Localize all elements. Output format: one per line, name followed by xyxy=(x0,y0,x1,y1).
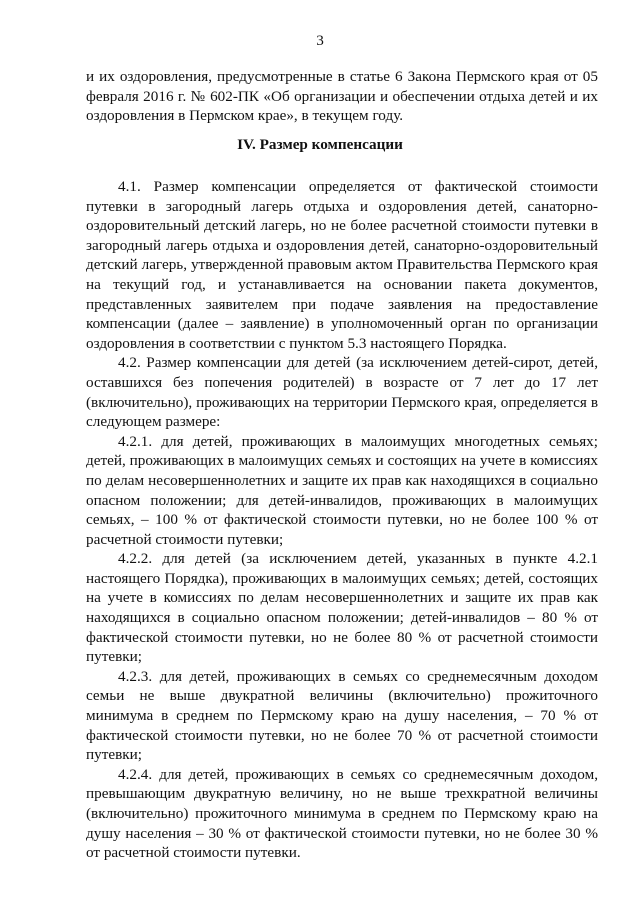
section-body xyxy=(86,177,598,863)
paragraph-4-2-3: 4.2.3. для детей, проживающих в семьях со среднемесячным доходом семьи не выше двукратной величины (включительно) прожиточного минимума в среднем по Пермскому краю на душу населения, – 70 % от фактической стоимости путевки, но не более 70 % от расчетной стоимости путевки; xyxy=(86,667,598,764)
section-heading: IV. Размер компенсации xyxy=(237,136,403,153)
paragraph-4-2-1: 4.2.1. для детей, проживающих в малоимущих многодетных семьях; детей, проживающих в малоимущих семьях и состоящих на учете в комиссиях по делам несовершеннолетних и защите их прав как находящихся в социально опасном положении; для детей-инвалидов, проживающих в малоимущих семьях, – 100 % от фактической стоимости путевки, но не более 100 % от расчетной стоимости путевки; xyxy=(86,432,598,548)
paragraph-4-2: 4.2. Размер компенсации для детей (за исключением детей-сирот, детей, оставшихся без попечения родителей) в возрасте от 7 лет до 17 лет (включительно), проживающих на территории Пермского края, определяется в следующем размере: xyxy=(86,354,598,431)
page-number: 3 xyxy=(316,32,324,49)
paragraph-4-2-4: 4.2.4. для детей, проживающих в семьях со среднемесячным доходом, превышающим двукратную величину, но не выше трехкратной величины (включительно) прожиточного минимума в среднем по Пермскому краю на душу населения – 30 % от фактической стоимости путевки, но не более 30 % от расчетной стоимости путевки. xyxy=(86,765,598,862)
paragraph-4-2-2: 4.2.2. для детей (за исключением детей, указанных в пункте 4.2.1 настоящего Порядка), проживающих в малоимущих семьях; детей, состоящих на учете в комиссиях по делам несовершеннолетних и защите их прав как находящихся в социально опасном положении; детей-инвалидов – 80 % от фактической стоимости путевки, но не более 80 % от расчетной стоимости путевки; xyxy=(86,550,598,666)
intro-block xyxy=(86,67,598,126)
intro-paragraph: и их оздоровления, предусмотренные в статье 6 Закона Пермского края от 05 февраля 2016 г. № 602-ПК «Об организации и обеспечении отдыха детей и их оздоровления в Пермском крае», в текущем году. xyxy=(86,68,598,125)
paragraph-4-1: 4.1. Размер компенсации определяется от фактической стоимости путевки в загородный лагерь отдыха и оздоровления детей, санаторно-оздоровительный детский лагерь, но не более расчетной стоимости путевки в загородный лагерь отдыха и оздоровления детей, санаторно-оздоровительный детский лагерь, утвержденной правовым актом Правительства Пермского края на текущий год, и устанавливается на основании пакета документов, представленных заявителем при подаче заявления на предоставление компенсации (далее – заявление) в уполномоченный орган по организации оздоровления в соответствии с пунктом 5.3 настоящего Порядка. xyxy=(86,178,598,352)
